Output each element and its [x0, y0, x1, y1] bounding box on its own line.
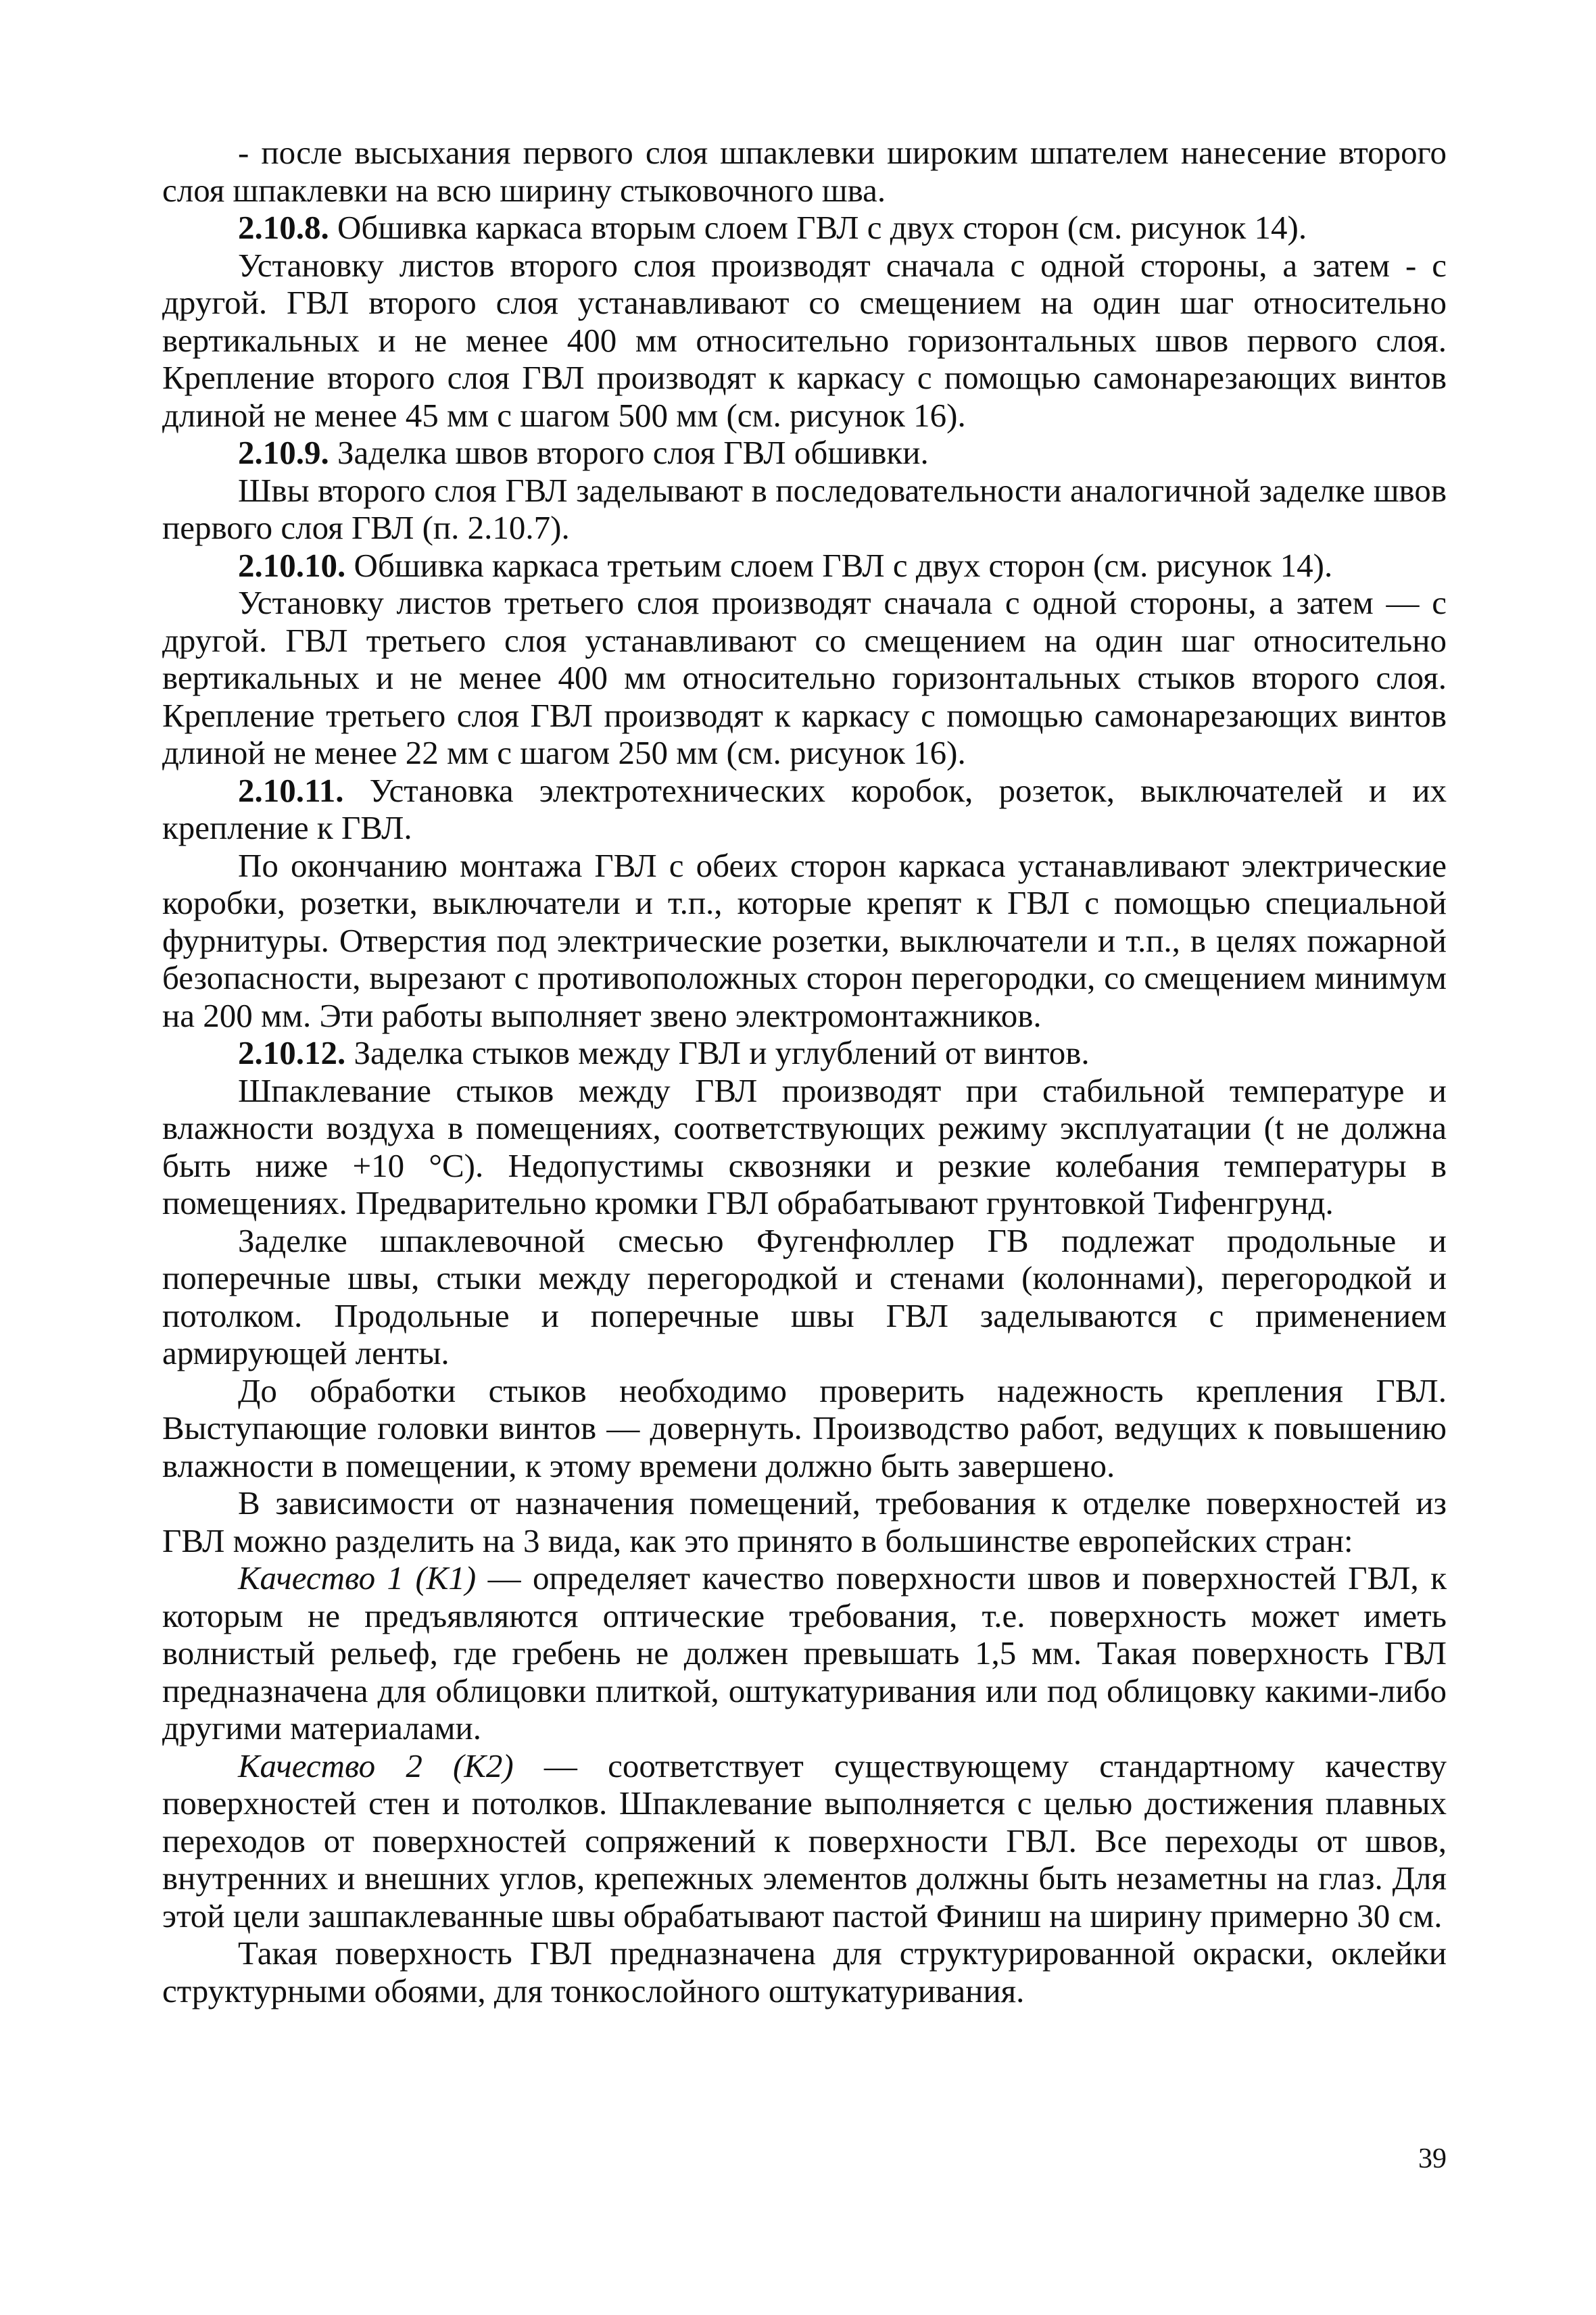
section-number: 2.10.9. — [238, 434, 329, 471]
section-heading: 2.10.10. Обшивка каркаса третьим слоем ГВЛ с двух сторон (см. рисунок 14). — [238, 546, 1333, 584]
section-number: 2.10.8. — [238, 209, 329, 246]
quality-label-k2: Качество 2 (К2) — [238, 1747, 514, 1784]
paragraph: Швы второго слоя ГВЛ заделывают в последовательности аналогичной заделке швов первого слоя ГВЛ (п. 2.10.7). — [162, 471, 1447, 546]
paragraph: Установку листов второго слоя производят сначала с одной стороны, а затем - с другой. ГВЛ второго слоя устанавливают со смещением на один шаг относительно вертикальных и не менее 400 мм относительно горизонтальных швов первого слоя. Крепление второго слоя ГВЛ производят к каркасу с помощью самонарезающих винтов длиной не менее 45 мм с шагом 500 мм (см. рисунок 16). — [162, 246, 1447, 434]
section-heading: 2.10.11. Установка электротехнических коробок, розеток, выключателей и их крепление к ГВЛ. — [162, 771, 1447, 846]
paragraph: Установку листов третьего слоя производят сначала с одной стороны, а затем — с другой. ГВЛ третьего слоя устанавливают со смещением на один шаг относительно вертикальных и не менее 400 мм относительно горизонтальных стыков второго слоя. Крепление третьего слоя ГВЛ производят к каркасу с помощью самонарезающих винтов длиной не менее 22 мм с шагом 250 мм (см. рисунок 16). — [162, 584, 1447, 771]
section-heading: 2.10.12. Заделка стыков между ГВЛ и углублений от винтов. — [238, 1034, 1090, 1071]
paragraph: По окончанию монтажа ГВЛ с обеих сторон каркаса устанавливают электрические коробки, розетки, выключатели и т.п., которые крепят к ГВЛ с помощью специальной фурнитуры. Отверстия под электрические розетки, выключатели и т.п., в целях пожарной безопасности, вырезают с противоположных сторон перегородки, со смещением минимум на 200 мм. Эти работы выполняет звено электромонтажников. — [162, 846, 1447, 1034]
paragraph: Такая поверхность ГВЛ предназначена для структурированной окраски, оклейки структурными обоями, для тонкослойного оштукатуривания. — [162, 1934, 1447, 2009]
section-number: 2.10.11. — [238, 771, 344, 809]
document-body — [162, 134, 1447, 2009]
section-number: 2.10.10. — [238, 546, 346, 584]
paragraph: - после высыхания первого слоя шпаклевки широким шпателем нанесение второго слоя шпаклевки на всю ширину стыковочного шва. — [162, 134, 1447, 209]
paragraph: В зависимости от назначения помещений, требования к отделке поверхностей из ГВЛ можно разделить на 3 вида, как это принято в большинстве европейских стран: — [162, 1484, 1447, 1559]
section-number: 2.10.12. — [238, 1034, 346, 1071]
paragraph: До обработки стыков необходимо проверить надежность крепления ГВЛ. Выступающие головки винтов — довернуть. Производство работ, ведущих к повышению влажности в помещении, к этому времени должно быть завершено. — [162, 1371, 1447, 1484]
page-number: 39 — [1418, 2143, 1447, 2174]
quality-paragraph-k2: Качество 2 (К2) — соответствует существующему стандартному качеству поверхностей стен и потолков. Шпаклевание выполняется с целью достижения плавных переходов от поверхностей сопряжений к поверхности ГВЛ. Все переходы от швов, внутренних и внешних углов, крепежных элементов должны быть незаметны на глаз. Для этой цели зашпаклеванные швы обрабатывают пастой Финиш на ширину примерно 30 см. — [162, 1747, 1447, 1934]
quality-paragraph-k1: Качество 1 (К1) — определяет качество поверхности швов и поверхностей ГВЛ, к которым не предъявляются оптические требования, т.е. поверхность может иметь волнистый рельеф, где гребень не должен превышать 1,5 мм. Такая поверхность ГВЛ предназначена для облицовки плиткой, оштукатуривания или под облицовку какими-либо другими материалами. — [162, 1559, 1447, 1747]
quality-label-k1: Качество 1 (К1) — [238, 1559, 477, 1597]
section-heading: 2.10.8. Обшивка каркаса вторым слоем ГВЛ с двух сторон (см. рисунок 14). — [238, 209, 1307, 246]
paragraph: Заделке шпаклевочной смесью Фугенфюллер ГВ подлежат продольные и поперечные швы, стыки между перегородкой и стенами (колоннами), перегородкой и потолком. Продольные и поперечные швы ГВЛ заделываются с применением армирующей ленты. — [162, 1221, 1447, 1371]
section-heading: 2.10.9. Заделка швов второго слоя ГВЛ обшивки. — [238, 434, 929, 471]
paragraph: Шпаклевание стыков между ГВЛ производят при стабильной температуре и влажности воздуха в помещениях, соответствующих режиму эксплуатации (t не должна быть ниже +10 °С). Недопустимы сквозняки и резкие колебания температуры в помещениях. Предварительно кромки ГВЛ обрабатывают грунтовкой Тифенгрунд. — [162, 1071, 1447, 1221]
